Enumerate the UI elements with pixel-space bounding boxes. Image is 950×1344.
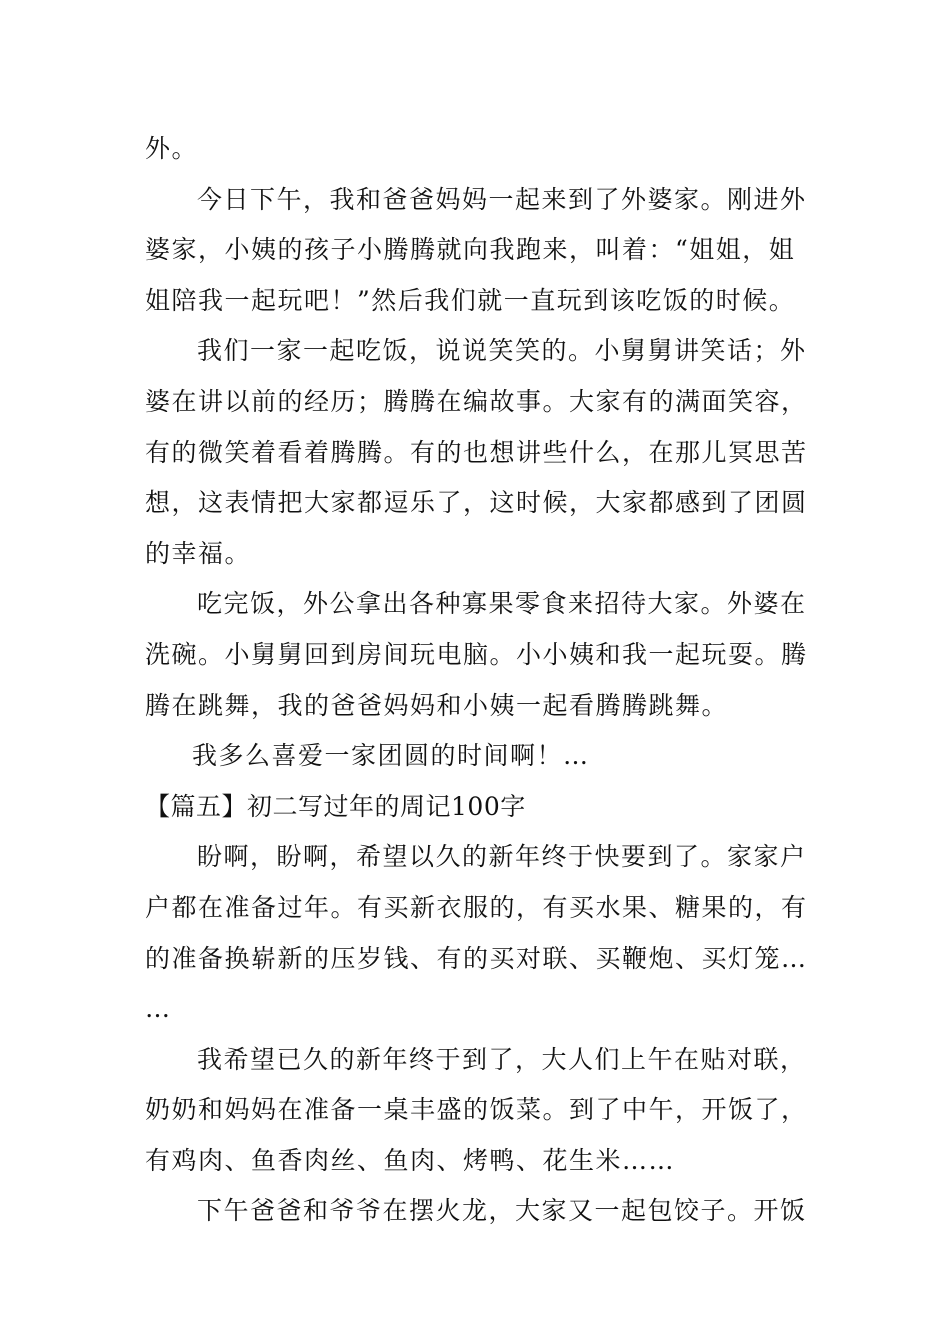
text-line: 外。 xyxy=(145,134,199,163)
paragraph-first-line: 我们一家一起吃饭，说说笑笑的。小舅舅讲笑话；外 xyxy=(197,336,807,366)
text-line: 奶奶和妈妈在准备一桌丰盛的饭菜。到了中午，开饭了， xyxy=(145,1095,808,1125)
text-line: 的准备换崭新的压岁钱、有的买对联、买鞭炮、买灯笼… xyxy=(145,943,808,973)
text-line: 腾在跳舞，我的爸爸妈妈和小姨一起看腾腾跳舞。 xyxy=(145,690,729,720)
text-line: … xyxy=(145,994,172,1024)
paragraph-first-line: 我多么喜爱一家团圆的时间啊！… xyxy=(192,741,590,771)
paragraph-first-line: 下午爸爸和爷爷在摆火龙，大家又一起包饺子。开饭 xyxy=(197,1196,807,1226)
text-line: 户都在准备过年。有买新衣服的，有买水果、糖果的，有 xyxy=(145,892,808,922)
text-line: 婆在讲以前的经历；腾腾在编故事。大家有的满面笑容， xyxy=(145,386,808,416)
text-line: 婆家，小姨的孩子小腾腾就向我跑来，叫着：“姐姐，姐 xyxy=(145,235,796,265)
paragraph-first-line: 盼啊，盼啊，希望以久的新年终于快要到了。家家户 xyxy=(197,842,807,872)
text-line: 洗碗。小舅舅回到房间玩电脑。小小姨和我一起玩耍。腾 xyxy=(145,639,808,669)
text-line: 的幸福。 xyxy=(145,538,252,568)
text-line: 有鸡肉、鱼香肉丝、鱼肉、烤鸭、花生米…… xyxy=(145,1145,676,1175)
document-body xyxy=(145,124,810,1237)
section-heading: 【篇五】初二写过年的周记100字 xyxy=(145,791,526,821)
paragraph-first-line: 我希望已久的新年终于到了，大人们上午在贴对联， xyxy=(197,1044,807,1074)
text-line: 想，这表情把大家都逗乐了，这时候，大家都感到了团圆 xyxy=(145,488,808,518)
text-line: 有的微笑着看着腾腾。有的也想讲些什么，在那儿冥思苦 xyxy=(145,437,808,467)
paragraph-first-line: 吃完饭，外公拿出各种寡果零食来招待大家。外婆在 xyxy=(197,589,807,619)
text-line: 姐陪我一起玩吧！”然后我们就一直玩到该吃饭的时候。 xyxy=(145,285,796,315)
paragraph-first-line: 今日下午，我和爸爸妈妈一起来到了外婆家。刚进外 xyxy=(197,184,807,214)
